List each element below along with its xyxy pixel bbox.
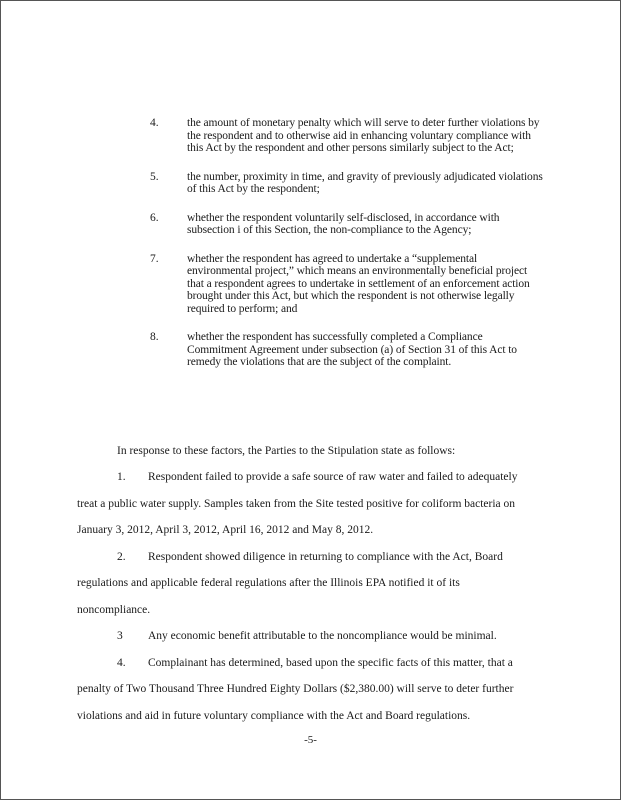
paragraph-number: 4. xyxy=(117,656,126,669)
factor-text: whether the respondent has agreed to undertake a “supplemental environmental project,” which means an environmentally beneficial project that a respondent agrees to undertake in settlement of an enforcement action brought under this Act, but which the respondent is not otherwise legally required to perform; and xyxy=(187,252,530,315)
factor-item xyxy=(1,117,620,155)
factor-item xyxy=(1,212,620,237)
factor-number: 7. xyxy=(150,252,159,265)
factor-number: 8. xyxy=(150,331,159,343)
factor-number: 4. xyxy=(150,117,159,129)
paragraph-text: Respondent showed diligence in returning to compliance with the Act, Board regulations and applicable federal regulations after the Illinois EPA notified it of its noncompliance. xyxy=(77,550,503,616)
factor-text: the number, proximity in time, and gravity of previously adjudicated violations of this Act by the respondent; xyxy=(187,170,543,195)
factor-text: whether the respondent voluntarily self-disclosed, in accordance with subsection i of this Section, the non-compliance to the Agency; xyxy=(187,211,500,236)
factor-list xyxy=(1,117,620,385)
response-section xyxy=(1,438,620,729)
factor-text: whether the respondent has successfully completed a Compliance Commitment Agreement under subsection (a) of Section 31 of this Act to remedy the violations that are the subject of the complaint. xyxy=(187,331,517,368)
paragraph-number: 3 xyxy=(117,630,123,642)
numbered-paragraph xyxy=(1,464,620,544)
numbered-paragraph xyxy=(1,650,620,730)
page-number: -5- xyxy=(304,734,317,746)
factor-item xyxy=(1,253,620,316)
factor-item xyxy=(1,171,620,196)
numbered-paragraph xyxy=(1,623,620,650)
factor-text: the amount of monetary penalty which will serve to deter further violations by the respondent and to otherwise aid in enhancing voluntary compliance with this Act by the respondent and other persons similarly subject to the Act; xyxy=(187,117,540,154)
factor-number: 6. xyxy=(150,211,159,224)
paragraph-text: Complainant has determined, based upon the specific facts of this matter, that a penalty of Two Thousand Three Hundred Eighty Dollars ($2,380.00) will serve to deter further violations and aid in future voluntary compliance with the Act and Board regulations. xyxy=(77,656,514,722)
factor-item xyxy=(1,331,620,369)
paragraph-number: 1. xyxy=(117,471,126,483)
intro-paragraph: In response to these factors, the Parties to the Stipulation state as follows: xyxy=(117,445,456,457)
paragraph-text: Respondent failed to provide a safe source of raw water and failed to adequately treat a public water supply. Samples taken from the Site tested positive for coliform bacteria on January 3, 2012, April 3, 2012, April 16, 2012 and May 8, 2012. xyxy=(77,471,518,536)
paragraph-number: 2. xyxy=(117,550,126,563)
numbered-paragraph xyxy=(1,544,620,624)
paragraph-text: Any economic benefit attributable to the noncompliance would be minimal. xyxy=(148,630,497,642)
factor-number: 5. xyxy=(150,170,159,183)
